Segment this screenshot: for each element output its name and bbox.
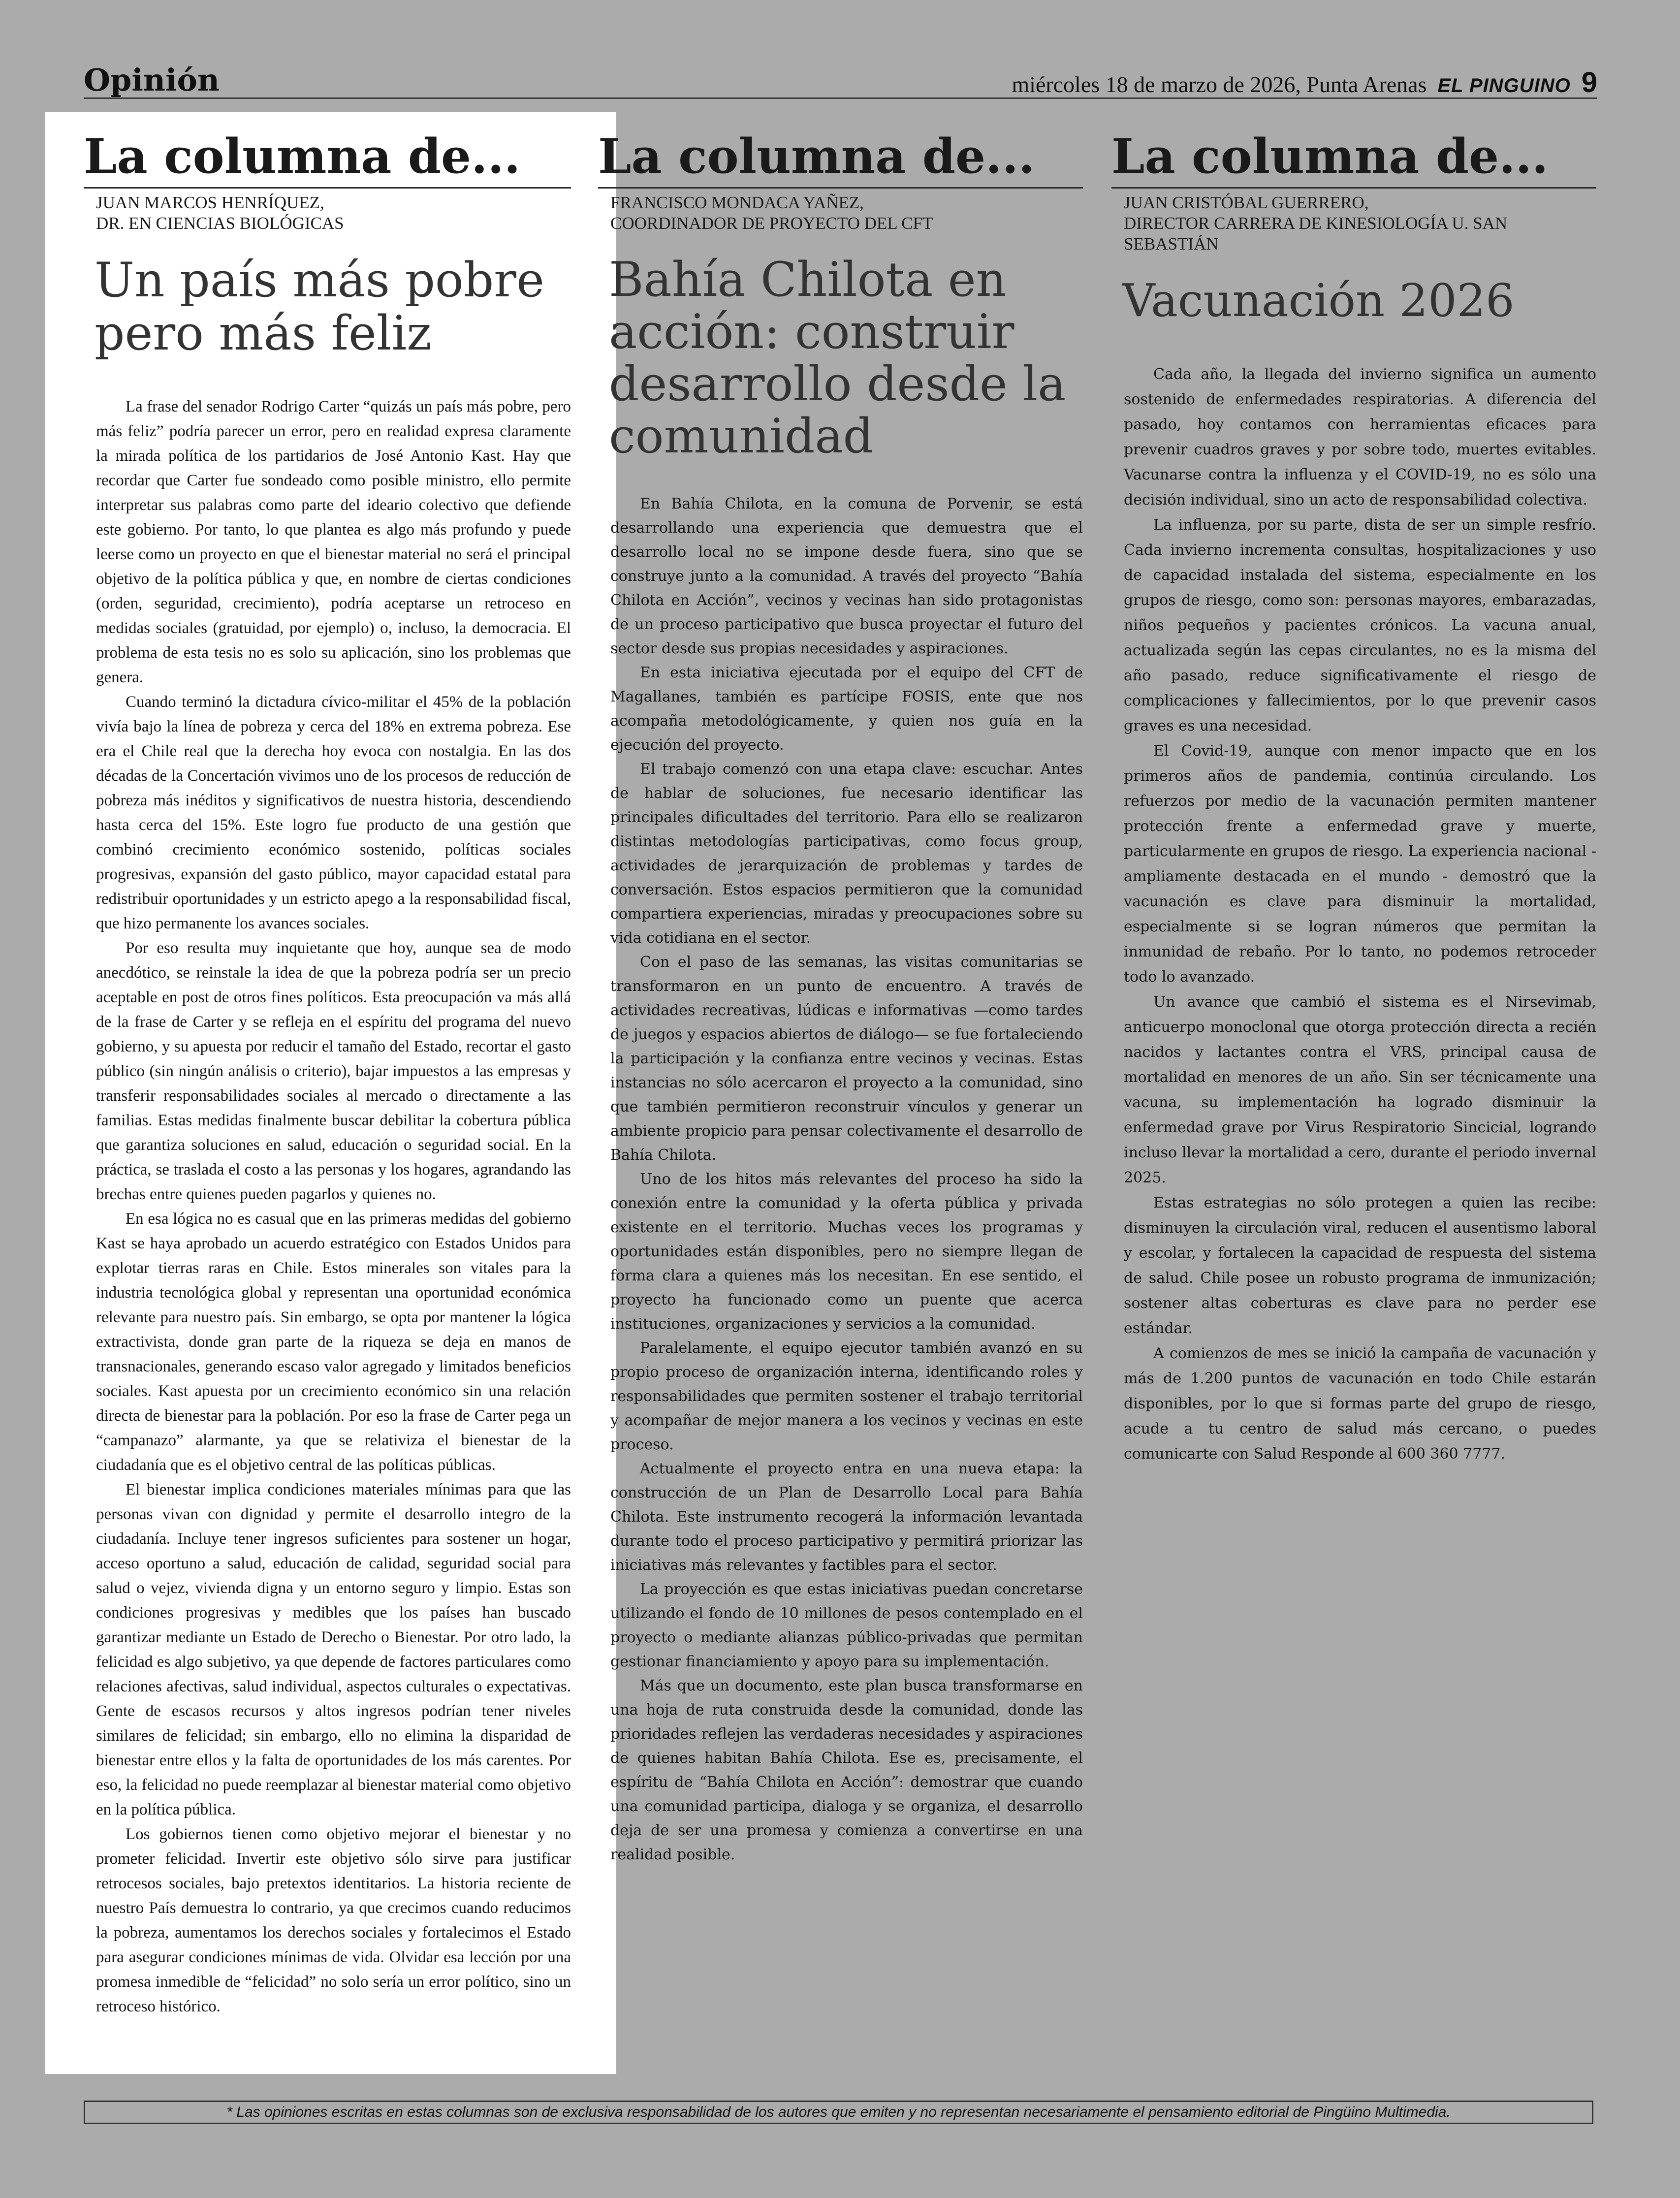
author-name: FRANCISCO MONDACA YAÑEZ, [610, 193, 864, 212]
author-title: COORDINADOR DE PROYECTO DEL CFT [610, 214, 933, 233]
paragraph: Más que un documento, este plan busca transformarse en una hoja de ruta construida desde la comunidad, donde las prioridades reflejen las verdaderas necesidades y aspiraciones de quienes habitan Bahía Chilota. Ese es, precisamente, el espíritu de “Bahía Chilota en Acción”: demostrar que cuando una comunidad participa, dialoga y se organiza, el desarrollo deja de ser una promesa y comienza a convertirse en una realidad posible. [610, 1677, 1083, 1863]
paragraph: El Covid-19, aunque con menor impacto que en los primeros años de pandemia, continúa circulando. Los refuerzos por medio de la vacunación permiten mantener protección frente a enfermedad grave y muerte, particularmente en grupos de riesgo. La experiencia nacional - ampliamente destacada en el mundo - demostró que la vacunación es clave para disminuir la mortalidad, especialmente si se logran números que permitan la inmunidad de rebaño. Por lo tanto, no podemos retroceder todo lo avanzado. [1124, 742, 1596, 986]
author-title: DR. EN CIENCIAS BIOLÓGICAS [96, 214, 344, 233]
author-name: JUAN CRISTÓBAL GUERRERO, [1124, 193, 1369, 212]
masthead-logo: EL PINGUINO [1437, 75, 1571, 96]
paragraph: En esa lógica no es casual que en las primeras medidas del gobierno Kast se haya aprobado un acuerdo estratégico con Estados Unidos para explotar tierras raras en Chile. Estos minerales son vitales para la industria tecnológica global y representan una oportunidad económica relevante para nuestro país. Sin embargo, se opta por mantener la lógica extractivista, donde gran parte de la riqueza se deja en manos de transnacionales, generando escaso valor agregado y limitados beneficios sociales. Kast apuesta por un crecimiento económico sin una relación directa de bienestar para la población. Por eso la frase de Carter pega un “campanazo” alarmante, ya que se relativiza el bienestar de la ciudadanía que es el objetivo central de las políticas públicas. [96, 1210, 571, 1474]
paragraph: La influenza, por su parte, dista de ser un simple resfrío. Cada invierno incrementa consultas, hospitalizaciones y uso de capacidad instalada del sistema, especialmente en los grupos de riesgo, como son: personas mayores, embarazadas, niños pequeños y pacientes crónicos. La vacuna anual, actualizada según las cepas circulantes, no es la misma del año pasado, reduce significativamente el riesgo de complicaciones y fallecimientos, por lo que prevenir casos graves es una necesidad. [1124, 516, 1596, 734]
paragraph: El trabajo comenzó con una etapa clave: escuchar. Antes de hablar de soluciones, fue necesario identificar las principales dificultades del territorio. Para ello se realizaron distintas metodologías participativas, como focus group, actividades de jerarquización de problemas y tardes de conversación. Estos espacios permitieron que la comunidad compartiera experiencias, miradas y preocupaciones sobre su vida cotidiana en el sector. [610, 761, 1083, 947]
byline [598, 187, 1083, 234]
column-body [84, 394, 571, 2019]
column-headline: Bahía Chilota en acción: construir desarrollo desde la comunidad [609, 252, 1066, 464]
paragraph: Cuando terminó la dictadura cívico-militar el 45% de la población vivía bajo la línea de pobreza y cerca del 18% en extrema pobreza. Ese era el Chile real que la derecha hoy evoca con nostalgia. En las dos décadas de la Concertación vivimos uno de los procesos de reducción de pobreza más inéditos y significativos de nuestra historia, descendiendo hasta cerca del 15%. Este logro fue producto de una gestión que combinó crecimiento económico sostenido, políticas sociales progresivas, expansión del gasto público, mayor capacidad estatal para redistribuir oportunidades y un estricto apego a la responsabilidad fiscal, que hizo permanente los avances sociales. [96, 693, 571, 932]
column-body [1111, 362, 1596, 1466]
paragraph: En esta iniciativa ejecutada por el equipo del CFT de Magallanes, también es partícipe FOSIS, ente que nos acompaña metodológicamente, y quien nos guía en la ejecución del proyecto. [610, 664, 1083, 754]
paragraph: Estas estrategias no sólo protegen a quien las recibe: disminuyen la circulación viral, reducen el ausentismo laboral y escolar, y fortalecen la capacidad de respuesta del sistema de salud. Chile posee un robusto programa de inmunización; sostener altas coberturas es clave para no perder ese estándar. [1124, 1194, 1596, 1337]
byline [84, 187, 571, 234]
column-label: La columna de... [84, 128, 521, 184]
paragraph: Paralelamente, el equipo ejecutor también avanzó en su propio proceso de organización interna, identificando roles y responsabilidades que permiten sostener el trabajo territorial y acompañar de mejor manera a los vecinos y vecinas en este proceso. [610, 1339, 1083, 1453]
paragraph: Cada año, la llegada del invierno significa un aumento sostenido de enfermedades respiratorias. A diferencia del pasado, hoy contamos con herramientas eficaces para prevenir cuadros graves y por sobre todo, muertes evitables. Vacunarse contra la influenza y el COVID-19, no es sólo una decisión individual, sino un acto de responsabilidad colectiva. [1124, 366, 1596, 509]
paragraph: La frase del senador Rodrigo Carter “quizás un país más pobre, pero más feliz” podría parecer un error, pero en realidad expresa claramente la mirada política de los partidarios de José Antonio Kast. Hay que recordar que Carter fue sondeado como posible ministro, ello permite interpretar sus palabras como parte del ideario colectivo que defiende este gobierno. Por tanto, lo que plantea es algo más profundo y puede leerse como un proyecto en que el bienestar material no será el principal objetivo de la política pública y que, en nombre de ciertas condiciones (orden, seguridad, crecimiento), podría aceptarse un retroceso en medidas sociales (gratuidad, por ejemplo) o, incluso, la democracia. El problema de esta tesis no es solo su aplicación, sino los problemas que genera. [96, 398, 571, 686]
paragraph: La proyección es que estas iniciativas puedan concretarse utilizando el fondo de 10 millones de pesos contemplado en el proyecto o mediante alianzas público-privadas que permitan gestionar financiamiento y apoyo para su implementación. [610, 1581, 1083, 1670]
paragraph: Por eso resulta muy inquietante que hoy, aunque sea de modo anecdótico, se reinstale la idea de que la pobreza podría ser un precio aceptable en post de otros fines políticos. Esta preocupación va más allá de la frase de Carter y se refleja en el espíritu del programa del nuevo gobierno, y su apuesta por reducir el tamaño del Estado, recortar el gasto público (sin ningún análisis o criterio), bajar impuestos a las empresas y transferir responsabilidades sociales al mercado o directamente a las familias. Estas medidas finalmente buscar debilitar la cobertura pública que garantiza soluciones en salud, educación o seguridad social. En la práctica, se traslada el costo a las personas y los hogares, agrandando las brechas entre quienes pueden pagarlos y quienes no. [96, 939, 571, 1203]
author-name: JUAN MARCOS HENRÍQUEZ, [96, 193, 324, 212]
byline [1111, 187, 1596, 255]
opinion-column-1 [84, 129, 571, 2019]
paragraph: Con el paso de las semanas, las visitas comunitarias se transformaron en un punto de encuentro. A través de actividades recreativas, lúdicas e informativas —como tardes de juegos y espacios abiertos de diálogo— se fue fortaleciendo la participación y la confianza entre vecinos y vecinas. Estas instancias no sólo acercaron el proyecto a la comunidad, sino que también permitieron reconstruir vínculos y generar un ambiente propicio para pensar colectivamente el desarrollo de Bahía Chilota. [610, 954, 1083, 1164]
paragraph: Los gobiernos tienen como objetivo mejorar el bienestar y no prometer felicidad. Invertir este objetivo sólo sirve para justificar retrocesos sociales, bajo pretextos identitarios. La historia reciente de nuestro País demuestra lo contrario, ya que crecimos cuando reducimos la pobreza, aumentamos los derechos sociales y fortalecimos el Estado para asegurar condiciones mínimas de vida. Olvidar esa lección por una promesa inmedible de “felicidad” no solo sería un error político, sino un retroceso histórico. [96, 1825, 571, 2015]
opinion-column-2 [598, 129, 1083, 1867]
column-label: La columna de... [598, 128, 1035, 184]
footer-disclaimer: * Las opiniones escritas en estas columnas son de exclusiva responsabilidad de los autores que emiten y no representan necesariamente el pensamiento editorial de Pingüino Multimedia. [84, 2101, 1593, 2124]
paragraph: Actualmente el proyecto entra en una nueva etapa: la construcción de un Plan de Desarrollo Local para Bahía Chilota. Este instrumento recogerá la información levantada durante todo el proceso participativo y permitirá priorizar las iniciativas más relevantes y factibles para el sector. [610, 1460, 1083, 1574]
column-body [598, 492, 1083, 1867]
paragraph: El bienestar implica condiciones materiales mínimas para que las personas vivan con dignidad y permite el desarrollo integro de la ciudadanía. Incluye tener ingresos suficientes para sostener un hogar, acceso oportuno a salud, educación de calidad, seguridad social para salud o vejez, vivienda digna y un entorno seguro y limpio. Estas son condiciones progresivas y medibles que los países han buscado garantizar mediante un Estado de Derecho o Bienestar. Por otro lado, la felicidad es algo subjetivo, ya que depende de factores particulares como relaciones afectivas, salud individual, aspectos culturales o expectativas. Gente de escasos recursos y altos ingresos podrían tener niveles similares de felicidad; sin embargo, ello no elimina la disparidad de bienestar entre ellos y la falta de oportunidades de los más carentes. Por eso, la felicidad no puede reemplazar al bienestar material como objetivo en la política pública. [96, 1481, 571, 1818]
column-label: La columna de... [1111, 128, 1549, 184]
header-info [1012, 66, 1597, 99]
paragraph: Un avance que cambió el sistema es el Nirsevimab, anticuerpo monoclonal que otorga protección directa a recién nacidos y lactantes contra el VRS, principal causa de mortalidad en menores de un año. Sin ser técnicamente una vacuna, su implementación ha logrado disminuir la enfermedad grave por Virus Respiratorio Sincicial, logrando incluso llevar la mortalidad a cero, durante el periodo invernal 2025. [1124, 993, 1596, 1186]
column-headline: Un país más pobre pero más feliz [95, 253, 544, 361]
page-number: 9 [1581, 66, 1597, 98]
paragraph: A comienzos de mes se inició la campaña de vacunación y más de 1.200 puntos de vacunación en todo Chile estarán disponibles, por lo que si formas parte del grupo de riesgo, acude a tu centro de salud más cercano, o puedes comunicarte con Salud Responde al 600 360 7777. [1124, 1345, 1596, 1463]
paragraph: En Bahía Chilota, en la comuna de Porvenir, se está desarrollando una experiencia que demuestra que el desarrollo local no se impone desde fuera, sino que se construye junto a la comunidad. A través del proyecto “Bahía Chilota en Acción”, vecinos y vecinas han sido protagonistas de un proceso participativo que busca proyectar el futuro del sector desde sus propias necesidades y aspiraciones. [610, 495, 1083, 657]
author-title: DIRECTOR CARRERA DE KINESIOLOGÍA U. SAN SEBASTIÁN [1124, 214, 1508, 254]
section-name: Opinión [84, 62, 220, 98]
date-line: miércoles 18 de marzo de 2026, Punta Arenas [1012, 72, 1427, 97]
page-header [84, 59, 1597, 99]
column-headline: Vacunación 2026 [1122, 274, 1515, 327]
opinion-column-3 [1111, 129, 1596, 1466]
paragraph: Uno de los hitos más relevantes del proceso ha sido la conexión entre la comunidad y la oferta pública y privada existente en el territorio. Muchas veces los programas y oportunidades están disponibles, pero no siempre llegan de forma clara a quienes más los necesitan. En ese sentido, el proyecto ha funcionado como un puente que acerca instituciones, organizaciones y servicios a la comunidad. [610, 1171, 1083, 1333]
